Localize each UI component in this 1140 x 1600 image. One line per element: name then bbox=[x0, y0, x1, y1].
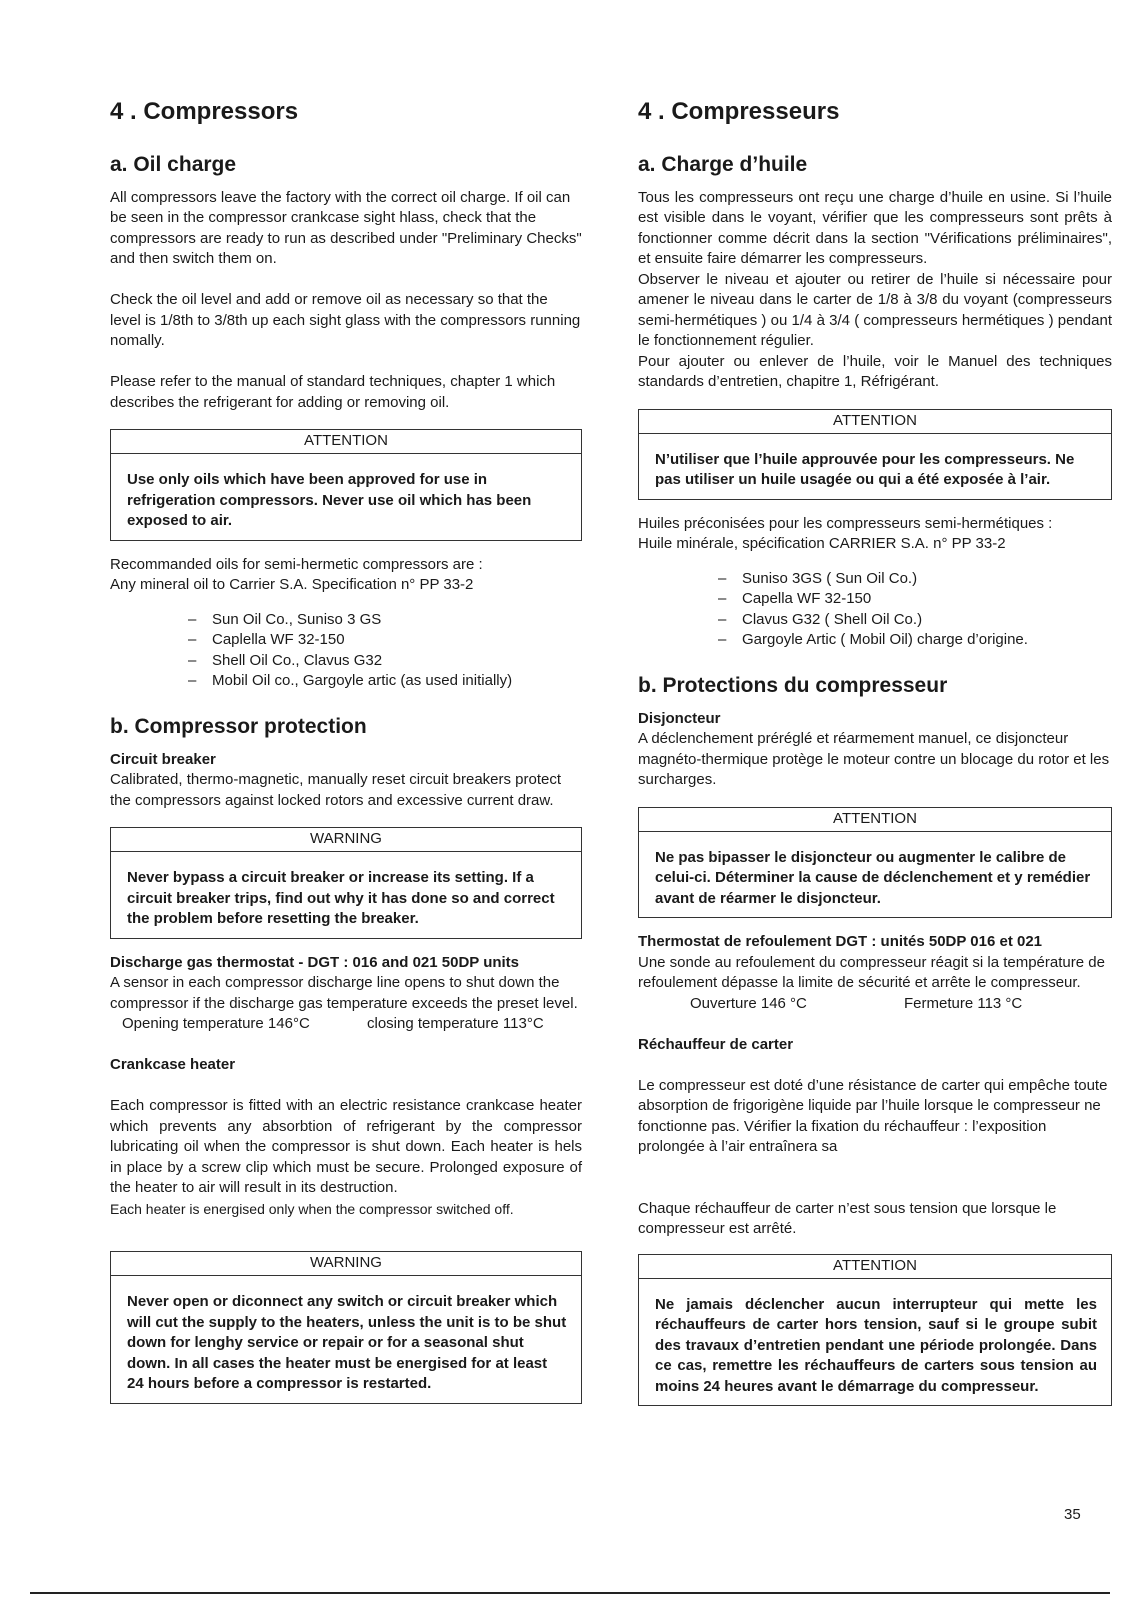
dgt-text: Une sonde au refoulement du compresseur réagit si la température de refoulement dépasse la limite de sécurité et arrête le compresseur. bbox=[638, 953, 1105, 992]
oil-charge-paragraph-3: Please refer to the manual of standard techniques, chapter 1 which describes the refrigerant for adding or removing oil. bbox=[110, 373, 556, 411]
crankcase-heater-heading: Crankcase heater bbox=[110, 1056, 236, 1074]
temperature-settings bbox=[638, 994, 1112, 1015]
breaker-warning-box bbox=[110, 827, 582, 939]
closing-temperature: closing temperature 113°C bbox=[367, 1015, 544, 1033]
list-item: – Caplella WF 32-150 bbox=[188, 631, 345, 649]
recommended-oils-intro: Recommanded oils for semi-hermetic compressors are : bbox=[110, 555, 483, 573]
circuit-breaker-heading: Disjoncteur bbox=[638, 709, 721, 727]
opening-temperature: Ouverture 146 °C bbox=[690, 994, 807, 1012]
crankcase-heater-heading: Réchauffeur de carter bbox=[638, 1035, 794, 1053]
oil-attention-box bbox=[638, 409, 1112, 500]
oil-charge-paragraph-2: Check the oil level and add or remove oil as necessary so that the level is 1/8th to 3/8th up each sight glass with the compressors running nomally. bbox=[110, 291, 581, 350]
dgt-heading: Thermostat de refoulement DGT : unités 50DP 016 et 021 bbox=[638, 933, 1043, 951]
oil-charge-paragraph-2: Observer le niveau et ajouter ou retirer de l’huile si nécessaire pour amener le niveau dans le carter de 1/8 à 3/8 du voyant (compresseurs semi-hermétiques ) ou 1/4 à 3/4 ( compresseurs hermétiques ) pendant le fonctionnement régulier. bbox=[638, 270, 1112, 350]
compressor-protection-heading: b. Protections du compresseur bbox=[638, 673, 948, 697]
box-text: Ne pas bipasser le disjoncteur ou augmenter le calibre de celui-ci. Déterminer la cause de déclenchement et y remédier avant de réarmer le disjoncteur. bbox=[655, 848, 1091, 907]
box-text: Use only oils which have been approved for use in refrigeration compressors. Never use oil which has been exposed to air. bbox=[127, 471, 532, 530]
oil-list bbox=[638, 569, 1112, 651]
heater-warning-box bbox=[110, 1251, 582, 1404]
list-item: – Gargoyle Artic ( Mobil Oil) charge d’origine. bbox=[718, 631, 1028, 649]
crankcase-heater-text: Le compresseur est doté d’une résistance de carter qui empêche toute absorption de frigorigène liquide par l’huile lorsque le compresseur ne fonctionne pas. Vérifier la fixation du réchauffeur : l’exposition prolongée à l’air entraînera sa bbox=[638, 1076, 1108, 1156]
list-item: – Shell Oil Co., Clavus G32 bbox=[188, 651, 383, 669]
box-text: Never open or diconnect any switch or circuit breaker which will cut the supply to the heaters, unless the unit is to be shut down for lenghy service or repair or for a seasonal shut down. In all cases the heater must be energised for at least 24 hours before a compressor is restarted. bbox=[127, 1293, 567, 1393]
page-number: 35 bbox=[1064, 1506, 1081, 1523]
compressor-protection-heading: b. Compressor protection bbox=[110, 714, 367, 738]
crankcase-heater-text-2: Each heater is energised only when the compressor switched off. bbox=[110, 1200, 514, 1217]
oil-attention-box bbox=[110, 429, 582, 541]
list-item: – Capella WF 32-150 bbox=[718, 590, 872, 608]
box-title: ATTENTION bbox=[111, 430, 581, 454]
box-text: Never bypass a circuit breaker or increase its setting. If a circuit breaker trips, find out why it has done so and correct the problem before resetting the breaker. bbox=[127, 869, 555, 928]
oil-charge-heading: a. Oil charge bbox=[110, 152, 237, 176]
box-title: ATTENTION bbox=[639, 1255, 1111, 1279]
breaker-warning-box bbox=[638, 807, 1112, 919]
circuit-breaker-text: Calibrated, thermo-magnetic, manually reset circuit breakers protect the compressors against locked rotors and excessive current draw. bbox=[110, 771, 562, 809]
dgt-text: A sensor in each compressor discharge line opens to shut down the compressor if the discharge gas temperature exceeds the preset level. bbox=[110, 974, 578, 1012]
list-item: – Sun Oil Co., Suniso 3 GS bbox=[188, 610, 382, 628]
bottom-divider bbox=[30, 1592, 1110, 1594]
oil-charge-heading: a. Charge d’huile bbox=[638, 152, 808, 176]
box-title: ATTENTION bbox=[639, 808, 1111, 832]
box-title: WARNING bbox=[111, 1252, 581, 1276]
oil-charge-paragraph-3: Pour ajouter ou enlever de l’huile, voir le Manuel des techniques standards d’entretien, chapitre 1, Réfrigérant. bbox=[638, 352, 1112, 391]
box-text: N’utiliser que l’huile approuvée pour les compresseurs. Ne pas utiliser un huile usagée ou qui a été exposée à l’air. bbox=[655, 450, 1075, 489]
crankcase-heater-text: Each compressor is fitted with an electric resistance crankcase heater which prevents any absorbtion of refrigerant by the compressor lubricating oil when the compressor is shut down. Each heater is hels in place by a screw clip which must be secure. Prolonged exposure of the heater to air will result in its destruction. bbox=[110, 1097, 582, 1197]
crankcase-heater-text-2: Chaque réchauffeur de carter n’est sous tension que lorsque le compresseur est arrêté. bbox=[638, 1199, 1057, 1238]
recommended-oils-spec: Huile minérale, spécification CARRIER S.A. n° PP 33-2 bbox=[638, 535, 1006, 553]
section-title: 4 . Compressors bbox=[110, 98, 299, 125]
recommended-oils-intro: Huiles préconisées pour les compresseurs semi-hermétiques : bbox=[638, 514, 1053, 532]
circuit-breaker-heading: Circuit breaker bbox=[110, 750, 216, 768]
english-column bbox=[110, 98, 582, 1418]
recommended-oils-spec: Any mineral oil to Carrier S.A. Specification n° PP 33-2 bbox=[110, 576, 474, 594]
closing-temperature: Fermeture 113 °C bbox=[904, 994, 1023, 1012]
list-item: – Clavus G32 ( Shell Oil Co.) bbox=[718, 610, 923, 628]
heater-warning-box bbox=[638, 1254, 1112, 1407]
box-title: WARNING bbox=[111, 828, 581, 852]
oil-charge-paragraph-1: All compressors leave the factory with the correct oil charge. If oil can be seen in the compressor crankcase sight hlass, check that the compressors are ready to run as described under "Preliminary Checks" and then switch them on. bbox=[110, 188, 582, 268]
list-item: – Mobil Oil co., Gargoyle artic (as used initially) bbox=[188, 672, 513, 690]
oil-list bbox=[110, 610, 582, 692]
french-column bbox=[638, 98, 1112, 1420]
temperature-settings bbox=[110, 1014, 582, 1035]
box-text: Ne jamais déclencher aucun interrupteur qui mette les réchauffeurs de carter hors tension, sauf si le groupe subit des travaux d’entretien pendant une période prolongée. Dans ce cas, remettre les réchauffeurs de carters sous tension au moins 24 heures avant le démarrage du compresseur. bbox=[655, 1295, 1097, 1395]
circuit-breaker-text: A déclenchement préréglé et réarmement manuel, ce disjoncteur magnéto-thermique protège le moteur contre un blocage du rotor et les surcharges. bbox=[638, 730, 1110, 789]
opening-temperature: Opening temperature 146°C bbox=[122, 1015, 310, 1033]
section-title: 4 . Compresseurs bbox=[638, 98, 840, 125]
list-item: – Suniso 3GS ( Sun Oil Co.) bbox=[718, 569, 918, 587]
oil-charge-paragraph-1: Tous les compresseurs ont reçu une charge d’huile en usine. Si l’huile est visible dans le voyant, vérifier que les compresseurs sont prêts à fonctionner comme décrit dans la section "Vérifications préliminaires", et ensuite faire démarrer les compresseurs. bbox=[638, 188, 1112, 268]
dgt-heading: Discharge gas thermostat - DGT : 016 and 021 50DP units bbox=[110, 953, 520, 971]
box-title: ATTENTION bbox=[639, 410, 1111, 434]
